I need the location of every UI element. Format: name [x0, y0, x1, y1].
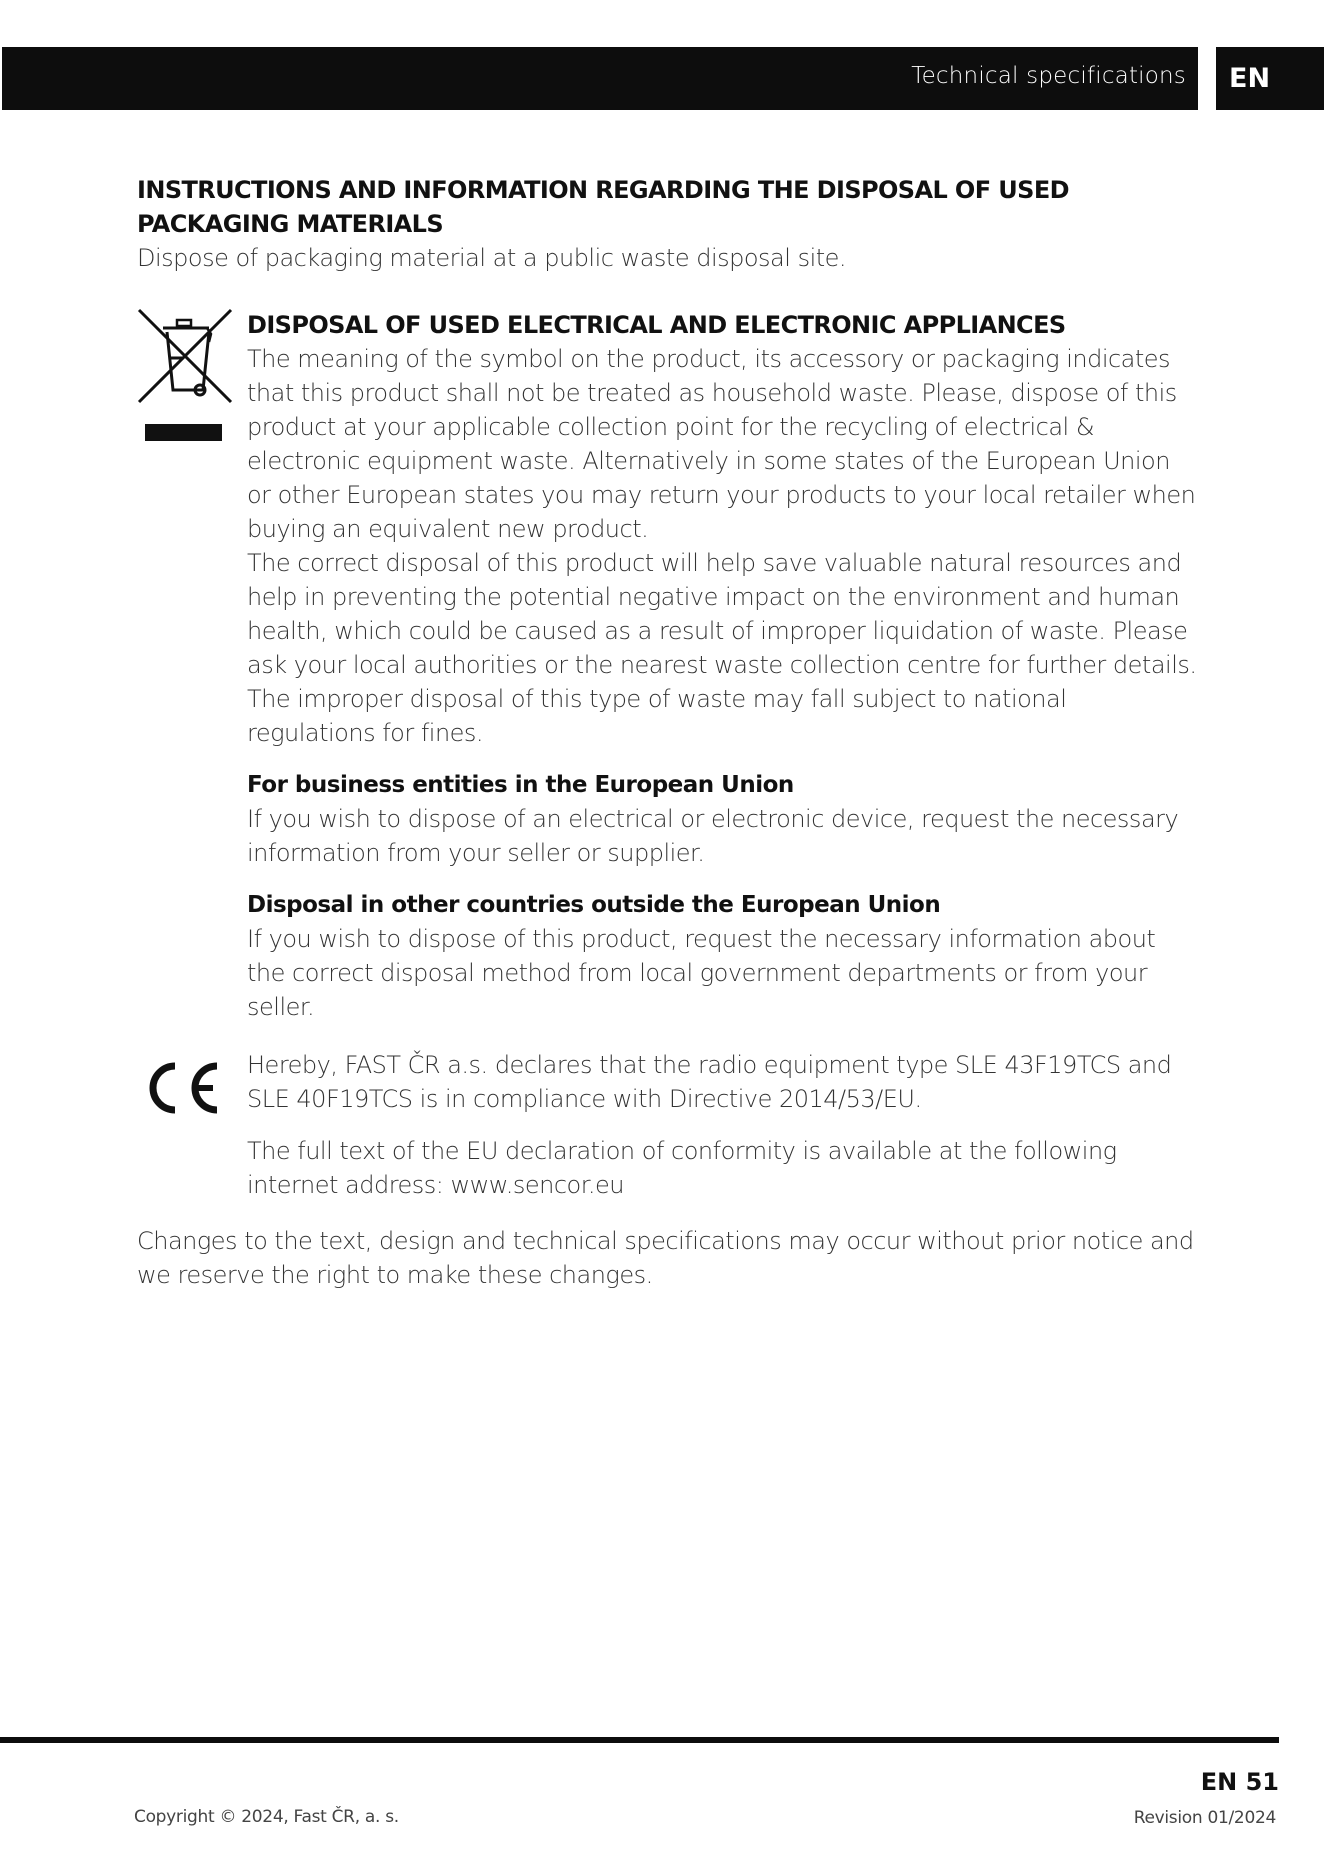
weee-section [137, 308, 1197, 1024]
language-badge: EN [1216, 47, 1324, 110]
header-bar [2, 47, 1198, 110]
page-content [137, 173, 1197, 1292]
eu-business-text: If you wish to dispose of an electrical or electronic device, request the necessary information from your seller or supplier. [247, 805, 1179, 867]
header-section-title: Technical specifications [911, 63, 1186, 89]
footer-rule [0, 1737, 1279, 1743]
revision: Revision 01/2024 [1133, 1808, 1276, 1828]
ce-mark-icon [141, 1058, 221, 1118]
ce-declaration-url: The full text of the EU declaration of conformity is available at the following internet address: www.sencor.eu [247, 1137, 1117, 1199]
weee-paragraph-2: The correct disposal of this product will help save valuable natural resources and help in preventing the potential negative impact on the environment and human health, which could be caused as a result of improper liquidation of waste. Please ask your local authorities or the nearest waste collection centre for further details. The improper disposal of this type of waste may fall subject to national regulations for fines. [247, 549, 1197, 747]
weee-paragraph-1: The meaning of the symbol on the product, its accessory or packaging indicates that this product shall not be treated as household waste. Please, dispose of this product at your applicable collection point for the recycling of electrical & electronic equipment waste. Alternatively in some states of the European Union or other European states you may return your products to your local retailer when buying an equivalent new product. [247, 345, 1196, 543]
packaging-heading: INSTRUCTIONS AND INFORMATION REGARDING THE DISPOSAL OF USED PACKAGING MATERIALS [137, 176, 1069, 238]
closing-note: Changes to the text, design and technical specifications may occur without prior notice and we reserve the right to make these changes. [137, 1227, 1194, 1289]
page-number: EN 51 [1200, 1768, 1279, 1796]
crossed-out-wheelie-bin-icon [137, 308, 233, 448]
outside-eu-text: If you wish to dispose of this product, request the necessary information about the correct disposal method from local government departments or from your seller. [247, 925, 1156, 1021]
packaging-text: Dispose of packaging material at a public waste disposal site. [137, 244, 847, 272]
ce-declaration: Hereby, FAST ČR a.s. declares that the radio equipment type SLE 43F19TCS and SLE 40F19TCS is in compliance with Directive 2014/53/EU. [247, 1051, 1172, 1113]
copyright: Copyright © 2024, Fast ČR, a. s. [134, 1807, 399, 1827]
eu-business-heading: For business entities in the European Union [247, 772, 794, 798]
ce-section [137, 1048, 1197, 1202]
weee-heading: DISPOSAL OF USED ELECTRICAL AND ELECTRONIC APPLIANCES [247, 311, 1066, 339]
outside-eu-heading: Disposal in other countries outside the European Union [247, 892, 941, 918]
